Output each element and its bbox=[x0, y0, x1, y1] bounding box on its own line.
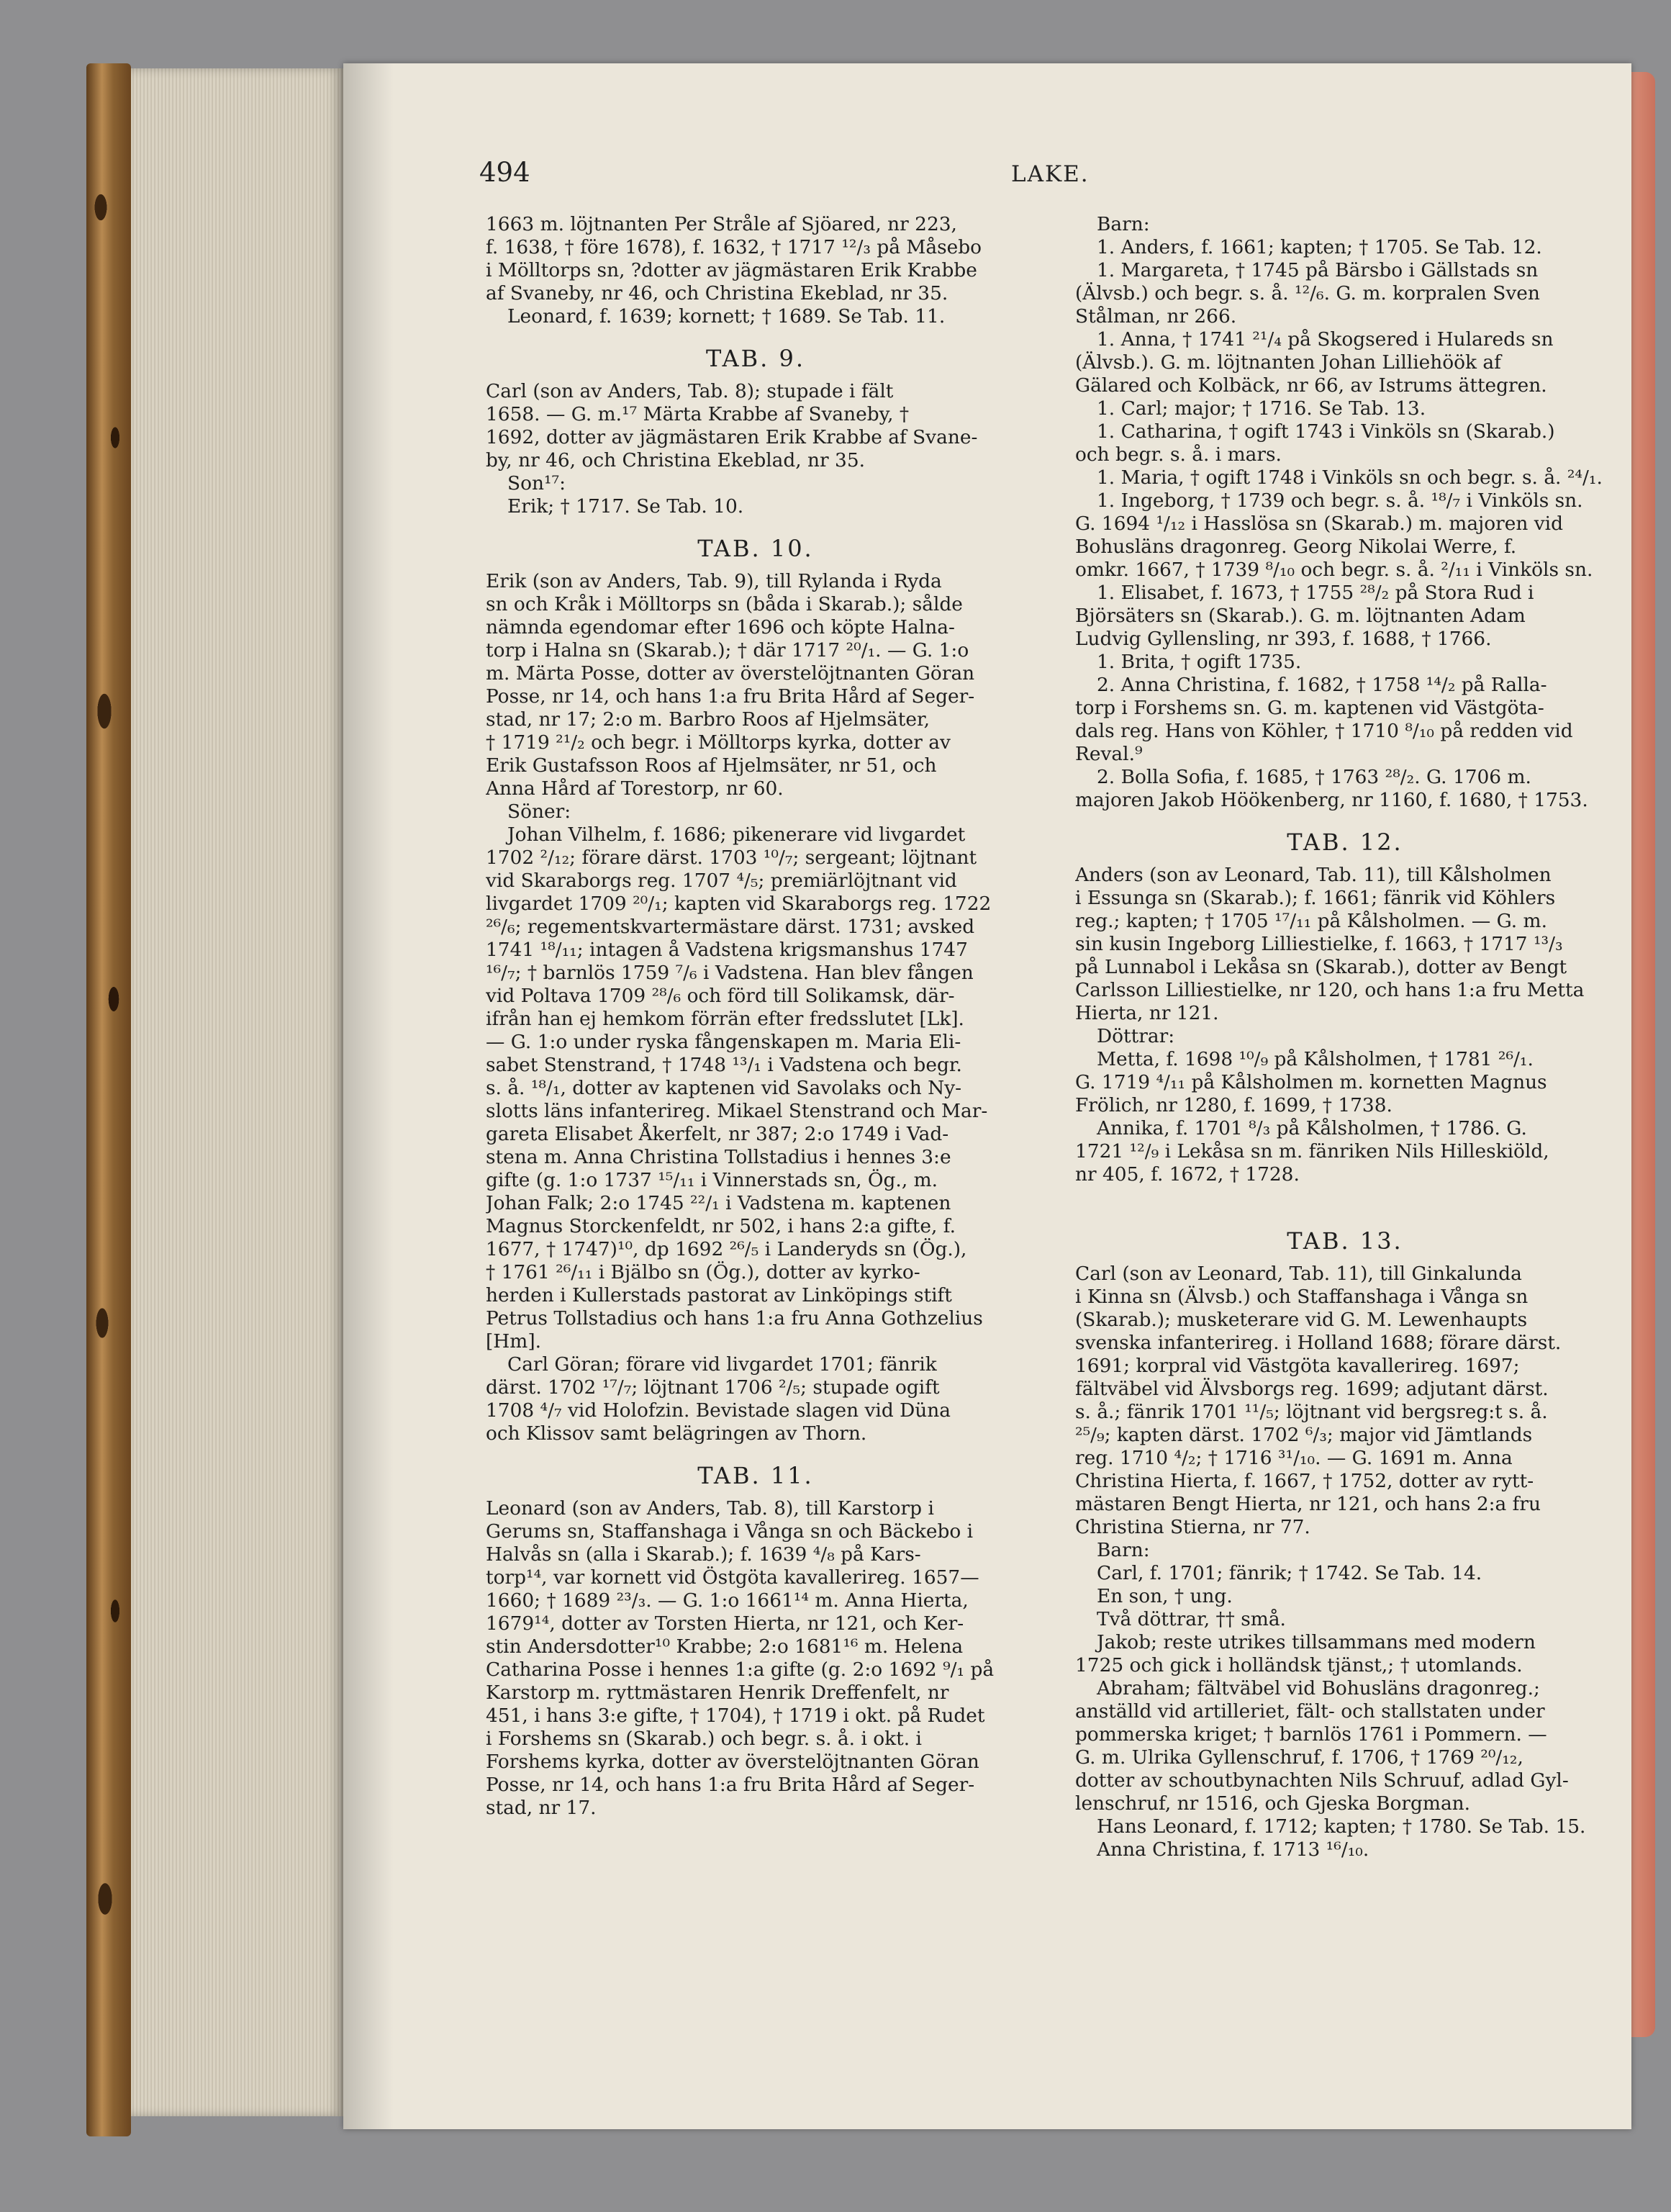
text-line: Halvås sn (alla i Skarab.); f. 1639 ⁴/₈ på Kars- bbox=[486, 1543, 921, 1566]
text-line: livgardet 1709 ²⁰/₁; kapten vid Skaraborgs reg. 1722 bbox=[486, 893, 992, 915]
text-line: majoren Jakob Höökenberg, nr 1160, f. 1680, † 1753. bbox=[1075, 789, 1588, 811]
text-line: torp i Halna sn (Skarab.); † där 1717 ²⁰/₁. — G. 1:o bbox=[486, 639, 969, 662]
text-line: 1741 ¹⁸/₁₁; intagen å Vadstena krigsmanshus 1747 bbox=[486, 939, 968, 961]
text-line: Gerums sn, Staffanshaga i Vånga sn och Bäckebo i bbox=[486, 1520, 974, 1543]
text-line: på Lunnabol i Lekåsa sn (Skarab.), dotter av Bengt bbox=[1075, 956, 1567, 978]
text-line: herden i Kullerstads pastorat av Linköpings stift bbox=[486, 1284, 952, 1306]
text-line: svenska infanterireg. i Holland 1688; förare därst. bbox=[1075, 1332, 1562, 1354]
text-line: af Svaneby, nr 46, och Christina Ekeblad, nr 35. bbox=[486, 282, 948, 304]
text-line: Abraham; fältväbel vid Bohusläns dragonreg.; bbox=[1097, 1677, 1540, 1699]
text-line: G. 1694 ¹/₁₂ i Hasslösa sn (Skarab.) m. majoren vid bbox=[1075, 513, 1563, 535]
text-line: Carl Göran; förare vid livgardet 1701; fänrik bbox=[507, 1353, 937, 1376]
text-line: Carl (son av Leonard, Tab. 11), till Ginkalunda bbox=[1075, 1263, 1522, 1285]
text-line: Frölich, nr 1280, f. 1699, † 1738. bbox=[1075, 1094, 1392, 1116]
text-line: 1. Margareta, † 1745 på Bärsbo i Gällstads sn bbox=[1097, 259, 1539, 281]
text-line: reg.; kapten; † 1705 ¹⁷/₁₁ på Kålsholmen. — G. m. bbox=[1075, 910, 1547, 932]
tab-10-block bbox=[486, 570, 1025, 1445]
text-line: [Hm]. bbox=[486, 1330, 542, 1353]
text-line: Magnus Storckenfeldt, nr 502, i hans 2:a gifte, f. bbox=[486, 1215, 956, 1237]
text-line: därst. 1702 ¹⁷/₇; löjtnant 1706 ²/₅; stupade ogift bbox=[486, 1376, 940, 1399]
text-line: Johan Vilhelm, f. 1686; pikenerare vid livgardet bbox=[507, 823, 966, 846]
text-line: 2. Bolla Sofia, f. 1685, † 1763 ²⁸/₂. G. 1706 m. bbox=[1097, 766, 1531, 788]
running-head: LAKE. bbox=[1011, 161, 1090, 187]
text-line: Ludvig Gyllensling, nr 393, f. 1688, † 1766. bbox=[1075, 628, 1492, 650]
text-line: ¹⁶/₇; † barnlös 1759 ⁷/₆ i Vadstena. Han blev fången bbox=[486, 962, 974, 984]
text-line: † 1719 ²¹/₂ och begr. i Mölltorps kyrka, dotter av bbox=[486, 731, 951, 754]
text-line: — G. 1:o under ryska fångenskapen m. Maria Eli- bbox=[486, 1031, 961, 1053]
text-line: Anders (son av Leonard, Tab. 11), till Kålsholmen bbox=[1075, 864, 1552, 886]
text-line: Barn: bbox=[1097, 1539, 1150, 1561]
text-line: Son¹⁷: bbox=[507, 472, 566, 495]
text-line: gareta Elisabet Åkerfelt, nr 387; 2:o 1749 i Vad- bbox=[486, 1123, 949, 1145]
text-line: Christina Stierna, nr 77. bbox=[1075, 1516, 1310, 1538]
text-line: 1721 ¹²/₉ i Lekåsa sn m. fänriken Nils Hilleskiöld, bbox=[1075, 1140, 1549, 1163]
text-line: 1725 och gick i holländsk tjänst,; † utomlands. bbox=[1075, 1654, 1523, 1676]
text-line: s. å. ¹⁸/₁, dotter av kaptenen vid Savolaks och Ny- bbox=[486, 1077, 962, 1099]
text-line: Leonard, f. 1639; kornett; † 1689. Se Tab. 11. bbox=[507, 305, 946, 328]
text-line: G. m. Ulrika Gyllenschruf, f. 1706, † 1769 ²⁰/₁₂, bbox=[1075, 1746, 1523, 1769]
text-line: Björsäters sn (Skarab.). G. m. löjtnanten Adam bbox=[1075, 605, 1526, 627]
text-line: Annika, f. 1701 ⁸/₃ på Kålsholmen, † 1786. G. bbox=[1097, 1117, 1527, 1139]
text-line: torp i Forshems sn. G. m. kaptenen vid Västgöta- bbox=[1075, 697, 1544, 719]
text-line: 2. Anna Christina, f. 1682, † 1758 ¹⁴/₂ på Ralla- bbox=[1097, 674, 1547, 696]
text-line: 1708 ⁴/₇ vid Holofzin. Bevistade slagen vid Düna bbox=[486, 1399, 951, 1422]
text-line: Petrus Tollstadius och hans 1:a fru Anna Gothzelius bbox=[486, 1307, 983, 1330]
text-line: Erik (son av Anders, Tab. 9), till Rylanda i Ryda bbox=[486, 570, 942, 592]
text-line: Jakob; reste utrikes tillsammans med modern bbox=[1097, 1631, 1536, 1653]
left-column bbox=[486, 213, 1025, 1820]
text-line: En son, † ung. bbox=[1097, 1585, 1233, 1607]
text-line: 1. Catharina, † ogift 1743 i Vinköls sn (Skarab.) bbox=[1097, 420, 1555, 443]
text-line: i Mölltorps sn, ?dotter av jägmästaren Erik Krabbe bbox=[486, 259, 977, 281]
tab-11-heading: TAB. 11. bbox=[697, 1462, 814, 1489]
text-line: Bohusläns dragonreg. Georg Nikolai Werre, f. bbox=[1075, 536, 1517, 558]
tab-13-heading: TAB. 13. bbox=[1287, 1227, 1403, 1255]
text-line: Anna Hård af Torestorp, nr 60. bbox=[486, 777, 784, 800]
page-edges bbox=[131, 68, 343, 2116]
text-line: Två döttrar, †† små. bbox=[1097, 1608, 1286, 1630]
text-line: Christina Hierta, f. 1667, † 1752, dotter av rytt- bbox=[1075, 1470, 1534, 1492]
text-line: 1. Elisabet, f. 1673, † 1755 ²⁸/₂ på Stora Rud i bbox=[1097, 582, 1534, 604]
text-line: och begr. s. å. i mars. bbox=[1075, 443, 1282, 466]
text-line: reg. 1710 ⁴/₂; † 1716 ³¹/₁₀. — G. 1691 m. Anna bbox=[1075, 1447, 1513, 1469]
text-line: Döttrar: bbox=[1097, 1025, 1175, 1047]
tab-13-block bbox=[1075, 1263, 1615, 1861]
gutter-shadow bbox=[343, 63, 394, 2129]
text-line: Carl, f. 1701; fänrik; † 1742. Se Tab. 14. bbox=[1097, 1562, 1482, 1584]
tab-10-heading: TAB. 10. bbox=[697, 535, 814, 562]
text-line: Carl (son av Anders, Tab. 8); stupade i fält bbox=[486, 380, 894, 402]
text-line: Johan Falk; 2:o 1745 ²²/₁ i Vadstena m. kaptenen bbox=[486, 1192, 951, 1214]
text-line: sin kusin Ingeborg Lilliestielke, f. 1663, † 1717 ¹³/₃ bbox=[1075, 933, 1563, 955]
text-line: ifrån han ej hemkom förrän efter fredsslutet [Lk]. bbox=[486, 1008, 964, 1030]
text-line: i Essunga sn (Skarab.); f. 1661; fänrik vid Köhlers bbox=[1075, 887, 1556, 909]
text-line: 1660; † 1689 ²³/₃. — G. 1:o 1661¹⁴ m. Anna Hierta, bbox=[486, 1589, 969, 1612]
text-line: vid Skaraborgs reg. 1707 ⁴/₅; premiärlöjtnant vid bbox=[486, 870, 957, 892]
text-line: vid Poltava 1709 ²⁸/₆ och förd till Solikamsk, där- bbox=[486, 985, 955, 1007]
text-line: ²⁵/₉; kapten därst. 1702 ⁶/₃; major vid Jämtlands bbox=[1075, 1424, 1533, 1446]
text-line: gifte (g. 1:o 1737 ¹⁵/₁₁ i Vinnerstads sn, Ög., m. bbox=[486, 1169, 938, 1191]
right-column bbox=[1075, 213, 1615, 1861]
text-line: Erik Gustafsson Roos af Hjelmsäter, nr 51, och bbox=[486, 754, 937, 777]
text-line: Gälared och Kolbäck, nr 66, av Istrums ättegren. bbox=[1075, 374, 1547, 397]
text-line: 1. Brita, † ogift 1735. bbox=[1097, 651, 1302, 673]
intro-block bbox=[486, 213, 1025, 328]
text-line: dals reg. Hans von Köhler, † 1710 ⁸/₁₀ på redden vid bbox=[1075, 720, 1573, 742]
text-line: och Klissov samt belägringen av Thorn. bbox=[486, 1422, 867, 1445]
text-line: stad, nr 17; 2:o m. Barbro Roos af Hjelmsäter, bbox=[486, 708, 930, 731]
text-line: 1. Maria, † ogift 1748 i Vinköls sn och begr. s. å. ²⁴/₁. bbox=[1097, 466, 1603, 489]
tab-12-heading: TAB. 12. bbox=[1287, 829, 1403, 856]
text-line: 1. Ingeborg, † 1739 och begr. s. å. ¹⁸/₇ i Vinköls sn. bbox=[1097, 489, 1583, 512]
text-line: dotter av schoutbynachten Nils Schruuf, adlad Gyl- bbox=[1075, 1769, 1569, 1792]
text-line: i Kinna sn (Älvsb.) och Staffanshaga i Vånga sn bbox=[1075, 1286, 1529, 1308]
text-line: f. 1638, † före 1678), f. 1632, † 1717 ¹²/₃ på Måsebo bbox=[486, 236, 982, 258]
text-line: s. å.; fänrik 1701 ¹¹/₅; löjtnant vid bergsreg:t s. å. bbox=[1075, 1401, 1548, 1423]
text-line: torp¹⁴, var kornett vid Östgöta kavallerireg. 1657— bbox=[486, 1566, 979, 1589]
text-line: 1677, † 1747)¹⁰, dp 1692 ²⁶/₅ i Landeryds sn (Ög.), bbox=[486, 1238, 967, 1260]
text-line: (Älvsb.). G. m. löjtnanten Johan Lilliehöök af bbox=[1075, 351, 1501, 374]
text-line: Posse, nr 14, och hans 1:a fru Brita Hård af Seger- bbox=[486, 1774, 975, 1796]
text-line: anställd vid artilleriet, fält- och stallstaten under bbox=[1075, 1700, 1545, 1723]
tab-9-block bbox=[486, 380, 1025, 518]
text-line: 1. Carl; major; † 1716. Se Tab. 13. bbox=[1097, 397, 1426, 420]
text-line: 1. Anna, † 1741 ²¹/₄ på Skogsered i Hulareds sn bbox=[1097, 328, 1554, 351]
text-line: Catharina Posse i hennes 1:a gifte (g. 2:o 1692 ⁹/₁ på bbox=[486, 1658, 995, 1681]
text-line: ²⁶/₆; regementskvartermästare därst. 1731; avsked bbox=[486, 916, 975, 938]
text-line: (Älvsb.) och begr. s. å. ¹²/₆. G. m. korpralen Sven bbox=[1075, 282, 1540, 304]
text-line: Reval.⁹ bbox=[1075, 743, 1143, 765]
tab-9-heading: TAB. 9. bbox=[705, 345, 806, 372]
text-line: lenschruf, nr 1516, och Gjeska Borgman. bbox=[1075, 1792, 1471, 1815]
text-line: 1663 m. löjtnanten Per Stråle af Sjöared, nr 223, bbox=[486, 213, 957, 235]
tab-11-block bbox=[486, 1497, 1025, 1820]
text-line: sn och Kråk i Mölltorps sn (båda i Skarab.); sålde bbox=[486, 593, 963, 615]
text-line: 1679¹⁴, dotter av Torsten Hierta, nr 121, och Ker- bbox=[486, 1612, 964, 1635]
text-line: 1658. — G. m.¹⁷ Märta Krabbe af Svaneby, † bbox=[486, 403, 910, 425]
text-line: pommerska kriget; † barnlös 1761 i Pommern. — bbox=[1075, 1723, 1547, 1746]
text-line: stin Andersdotter¹⁰ Krabbe; 2:o 1681¹⁶ m. Helena bbox=[486, 1635, 964, 1658]
text-line: stad, nr 17. bbox=[486, 1797, 597, 1819]
text-line: 451, i hans 3:e gifte, † 1704), † 1719 i okt. på Rudet bbox=[486, 1705, 985, 1727]
text-line: Forshems kyrka, dotter av överstelöjtnanten Göran bbox=[486, 1751, 979, 1773]
text-line: Karstorp m. ryttmästaren Henrik Dreffenfelt, nr bbox=[486, 1681, 949, 1704]
text-line: by, nr 46, och Christina Ekeblad, nr 35. bbox=[486, 449, 866, 471]
book-spine bbox=[86, 63, 131, 2136]
text-line: 1692, dotter av jägmästaren Erik Krabbe af Svane- bbox=[486, 426, 978, 448]
text-line: Hierta, nr 121. bbox=[1075, 1002, 1219, 1024]
text-line: slotts läns infanterireg. Mikael Stenstrand och Mar- bbox=[486, 1100, 988, 1122]
text-line: 1691; korpral vid Västgöta kavallerireg. 1697; bbox=[1075, 1355, 1520, 1377]
text-line: Stålman, nr 266. bbox=[1075, 305, 1237, 328]
text-line: Barn: bbox=[1097, 213, 1150, 235]
text-line: Anna Christina, f. 1713 ¹⁶/₁₀. bbox=[1097, 1838, 1369, 1861]
text-line: † 1761 ²⁶/₁₁ i Bjälbo sn (Ög.), dotter av kyrko- bbox=[486, 1261, 920, 1283]
text-line: Erik; † 1717. Se Tab. 10. bbox=[507, 495, 744, 518]
text-line: stena m. Anna Christina Tollstadius i hennes 3:e bbox=[486, 1146, 951, 1168]
text-line: Carlsson Lilliestielke, nr 120, och hans 1:a fru Metta bbox=[1075, 979, 1585, 1001]
tab-12-block bbox=[1075, 864, 1615, 1186]
text-line: omkr. 1667, † 1739 ⁸/₁₀ och begr. s. å. ²/₁₁ i Vinköls sn. bbox=[1075, 559, 1593, 581]
text-line: Hans Leonard, f. 1712; kapten; † 1780. Se Tab. 15. bbox=[1097, 1815, 1586, 1838]
text-line: sabet Stenstrand, † 1748 ¹³/₁ i Vadstena och begr. bbox=[486, 1054, 962, 1076]
barn-block bbox=[1075, 213, 1615, 812]
text-line: (Skarab.); musketerare vid G. M. Lewenhaupts bbox=[1075, 1309, 1528, 1331]
text-line: G. 1719 ⁴/₁₁ på Kålsholmen m. kornetten Magnus bbox=[1075, 1071, 1547, 1093]
text-line: 1. Anders, f. 1661; kapten; † 1705. Se Tab. 12. bbox=[1097, 236, 1542, 258]
text-line: Söner: bbox=[507, 800, 571, 823]
text-line: mästaren Bengt Hierta, nr 121, och hans 2:a fru bbox=[1075, 1493, 1541, 1515]
text-line: Posse, nr 14, och hans 1:a fru Brita Hård af Seger- bbox=[486, 685, 975, 708]
page-number: 494 bbox=[479, 157, 530, 188]
text-line: fältväbel vid Älvsborgs reg. 1699; adjutant därst. bbox=[1075, 1378, 1549, 1400]
text-line: nämnda egendomar efter 1696 och köpte Halna- bbox=[486, 616, 955, 638]
text-line: m. Märta Posse, dotter av överstelöjtnanten Göran bbox=[486, 662, 975, 685]
text-line: Metta, f. 1698 ¹⁰/₉ på Kålsholmen, † 1781 ²⁶/₁. bbox=[1097, 1048, 1534, 1070]
text-line: Leonard (son av Anders, Tab. 8), till Karstorp i bbox=[486, 1497, 934, 1520]
text-line: 1702 ²/₁₂; förare därst. 1703 ¹⁰/₇; sergeant; löjtnant bbox=[486, 847, 977, 869]
text-line: nr 405, f. 1672, † 1728. bbox=[1075, 1163, 1300, 1186]
text-line: i Forshems sn (Skarab.) och begr. s. å. i okt. i bbox=[486, 1728, 922, 1750]
